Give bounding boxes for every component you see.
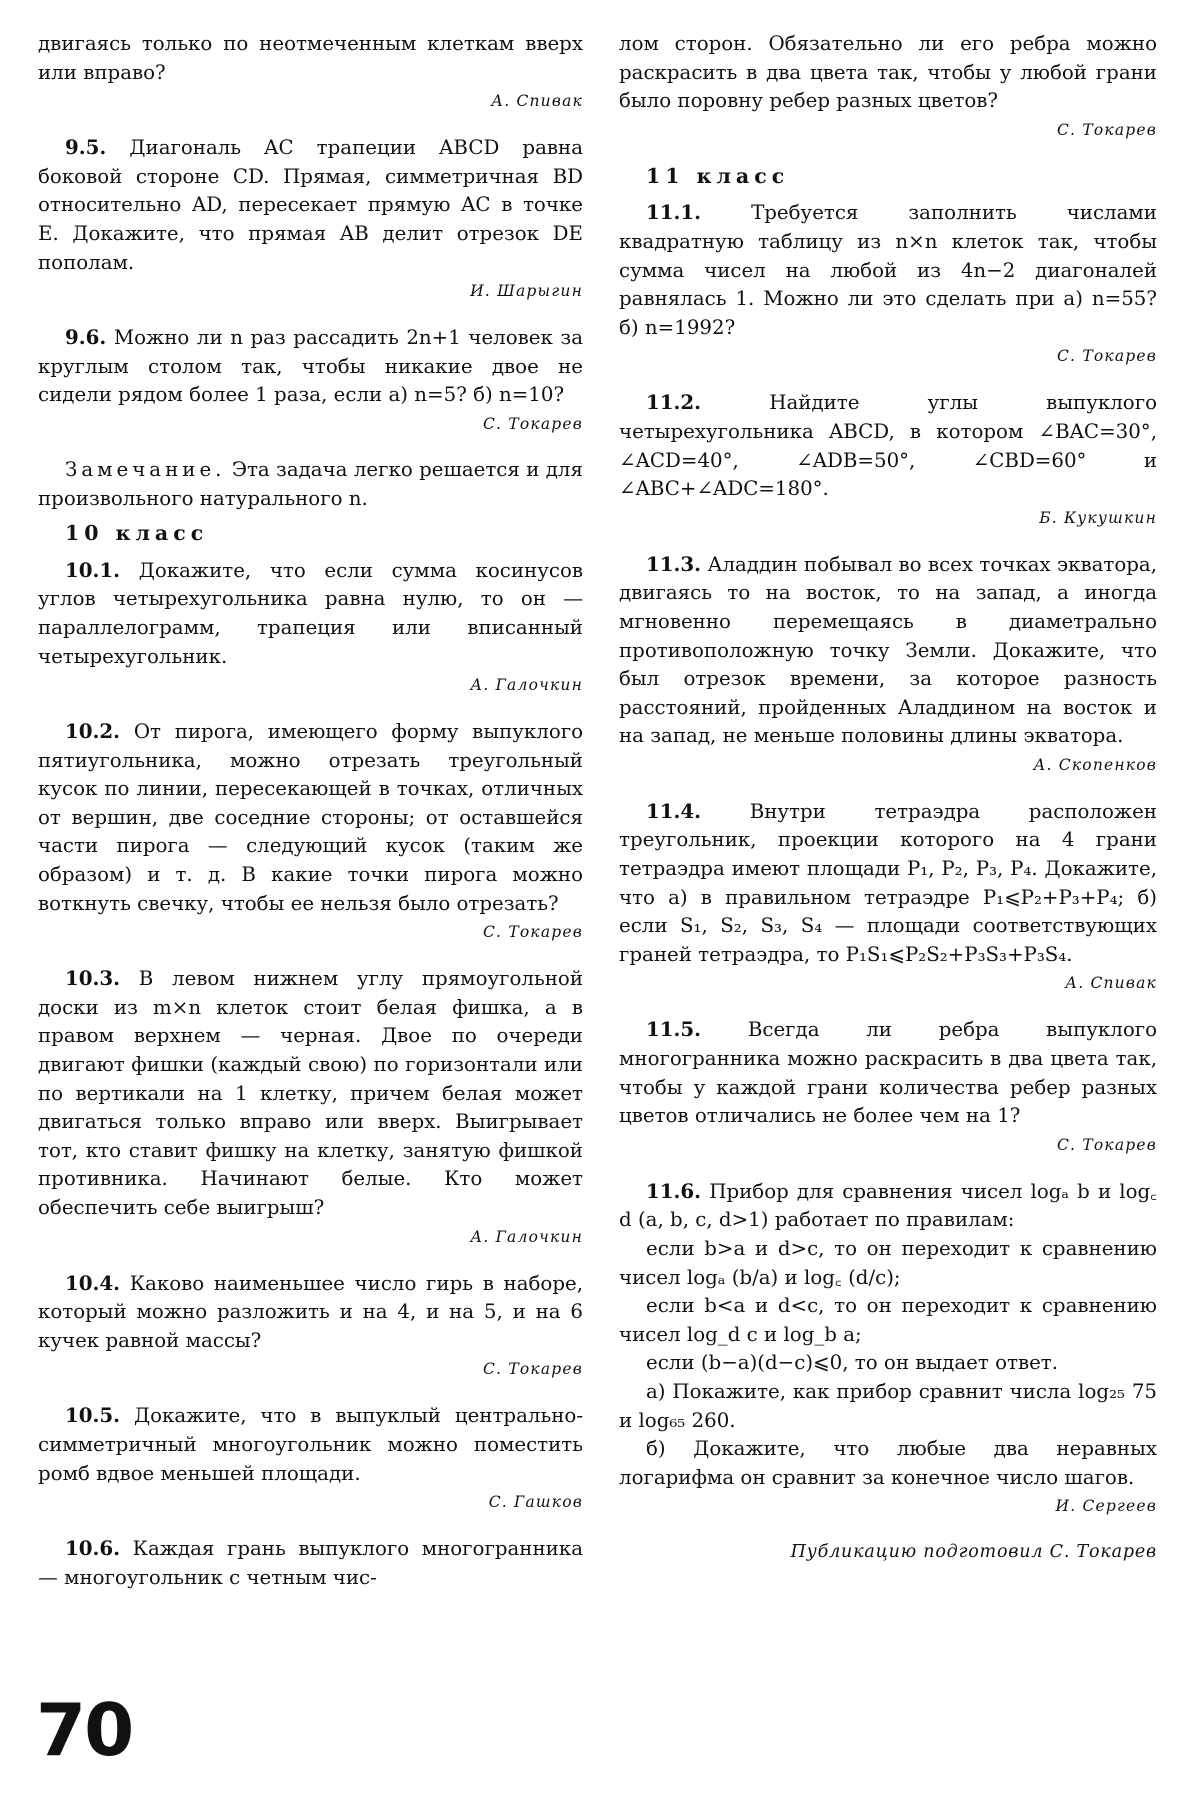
- problem-author: И. Сергеев: [1055, 1497, 1157, 1516]
- problem-10-2: [38, 717, 583, 918]
- rule-1: если b>a и d>c, то он переходит к сравнению чисел logₐ (b/a) и log꜀ (d/c);: [619, 1237, 1157, 1289]
- problem-11-3: [619, 550, 1157, 751]
- problem-number: 10.2.: [65, 719, 121, 744]
- problem-11-6: [619, 1177, 1157, 1235]
- problem-10-3: [38, 964, 583, 1222]
- subproblem-a: а) Покажите, как прибор сравнит числа log₂₅ 75 и log₆₅ 260.: [619, 1379, 1157, 1432]
- problem-11-1: [619, 198, 1157, 342]
- problem-text: Можно ли n раз рассадить 2n+1 человек за круглым столом так, чтобы никакие двое не сидели рядом более 1 раза, если а) n=5? б) n=10?: [38, 326, 583, 407]
- problem-text: Докажите, что в выпуклый центрально-симметричный многоугольник можно поместить ромб вдвое меньшей площади.: [38, 1404, 584, 1485]
- problem-text: Внутри тетраэдра расположен треугольник, проекции которого на 4 грани тетраэдра имеют площади P₁, P₂, P₃, P₄. Докажите, что а) в правильном тетраэдре P₁⩽P₂+P₃+P₄; б) если S₁, S₂, S₃, S₄ — площади соответствующих граней тетраэдра, то P₁S₁⩽P₂S₂+P₃S₃+P₃S₄.: [619, 799, 1157, 966]
- problem-text: Каково наименьшее число гирь в наборе, который можно разложить и на 4, и на 5, и на 6 кучек равной массы?: [38, 1271, 583, 1352]
- problem-number: 11.2.: [646, 390, 702, 415]
- problem-number: 11.5.: [646, 1017, 702, 1042]
- problem-number: 11.1.: [646, 200, 702, 225]
- problem-number: 10.4.: [65, 1270, 121, 1295]
- problem-number: 10.1.: [65, 557, 121, 582]
- problem-text: Требуется заполнить числами квадратную таблицу из n×n клеток так, чтобы сумма чисел на любой из 4n−2 диагоналей равнялась 1. Можно ли это сделать при а) n=55? б) n=1992?: [619, 201, 1157, 339]
- problem-number: 11.3.: [646, 551, 702, 576]
- page-number: 70: [36, 1688, 133, 1772]
- problem-11-2: [619, 388, 1157, 503]
- problem-10-4: [38, 1269, 583, 1356]
- problem-text: Каждая грань выпуклого многогранника — многоугольник с четным чис-: [38, 1537, 583, 1589]
- problem-author: С. Токарев: [1057, 120, 1157, 139]
- problem-10-6: [38, 1534, 583, 1592]
- problem-text: Диагональ AC трапеции ABCD равна боковой стороне CD. Прямая, симметричная BD относительно AD, пересекает прямую AC в точке E. Докажите, что прямая AB делит отрезок DE пополам.: [38, 136, 583, 274]
- remark: [38, 456, 583, 513]
- problem-text: От пирога, имеющего форму выпуклого пятиугольника, можно отрезать треугольный кусок по линии, пересекающей в точках, отличных от вершин, две соседние стороны; от оставшейся части пирога — следующий кусок (таким же образом) и т. д. В какие точки пирога можно воткнуть свечку, чтобы ее нельзя было отрезать?: [38, 720, 584, 915]
- problem-author: С. Токарев: [483, 923, 583, 942]
- problem-author: А. Скопенков: [1033, 755, 1157, 774]
- problem-number: 11.4.: [646, 798, 702, 823]
- remark-text: Эта задача легко решается и для произвольного натурального n.: [38, 457, 583, 510]
- problem-author: А. Галочкин: [470, 1227, 583, 1246]
- problem-9-5: [38, 133, 583, 277]
- problem-number: 10.3.: [65, 966, 121, 991]
- problem-text: Всегда ли ребра выпуклого многогранника можно раскрасить в два цвета так, чтобы у каждой грани количества ребер разных цветов отличались не более чем на 1?: [619, 1018, 1157, 1128]
- rule-3: если (b−a)(d−c)⩽0, то он выдает ответ.: [646, 1351, 1059, 1375]
- problem-text: Докажите, что если сумма косинусов углов четырехугольника равна нулю, то он — параллелограмм, трапеция или вписанный четырехугольник.: [38, 558, 583, 668]
- problem-number: 9.6.: [65, 325, 107, 350]
- problem-number: 10.6.: [65, 1536, 121, 1561]
- problem-author: С. Токарев: [1057, 347, 1157, 366]
- problem-author: И. Шарыгин: [470, 282, 583, 301]
- publication-credit: Публикацию подготовил С. Токарев: [790, 1542, 1157, 1563]
- problem-author: А. Галочкин: [470, 676, 583, 695]
- continued-problem-text: двигаясь только по неотмеченным клеткам вверх или вправо?: [38, 32, 583, 84]
- problem-author: С. Токарев: [1057, 1135, 1157, 1154]
- problem-number: 10.5.: [65, 1403, 121, 1428]
- problem-text: Прибор для сравнения чисел logₐ b и log꜀ d (a, b, c, d>1) работает по правилам:: [619, 1179, 1157, 1232]
- problem-author: А. Спивак: [491, 92, 583, 111]
- problem-10-5: [38, 1401, 583, 1488]
- grade-heading-10: 10 класс: [65, 521, 209, 546]
- left-column: [38, 30, 583, 1592]
- problem-11-4: [619, 797, 1157, 970]
- problem-number: 9.5.: [65, 135, 107, 160]
- problem-11-5: [619, 1015, 1157, 1130]
- problem-author: Б. Кукушкин: [1039, 508, 1157, 527]
- right-column: [619, 30, 1157, 1567]
- rule-2: если b<a и d<c, то он переходит к сравнению чисел log_d c и log_b a;: [619, 1294, 1157, 1346]
- problem-author: С. Токарев: [483, 1360, 583, 1379]
- problem-author: С. Токарев: [483, 414, 583, 433]
- problem-text: Аладдин побывал во всех точках экватора, двигаясь то на восток, то на запад, а иногда мгновенно перемещаясь в диаметрально противоположную точку Земли. Докажите, что был отрезок времени, за которое разность расстояний, пройденных Аладдином на восток и на запад, не меньше половины длины экватора.: [619, 552, 1157, 748]
- problem-number: 11.6.: [646, 1178, 702, 1203]
- problem-author: С. Гашков: [488, 1493, 583, 1512]
- problem-text: В левом нижнем углу прямоугольной доски из m×n клеток стоит белая фишка, а в правом верхнем — черная. Двое по очереди двигают фишки (каждый свою) по горизонтали или по вертикали на 1 клетку, причем белая может двигаться только вправо или вверх. Выигрывает тот, кто ставит фишку на клетку, занятую фишкой противника. Начинают белые. Кто может обеспечить себе выигрыш?: [38, 967, 583, 1219]
- problem-10-1: [38, 556, 583, 671]
- problem-author: А. Спивак: [1065, 974, 1157, 993]
- problem-9-6: [38, 323, 583, 410]
- remark-label: Замечание.: [65, 457, 226, 481]
- grade-heading-11: 11 класс: [646, 163, 790, 188]
- problem-text: Найдите углы выпуклого четырехугольника ABCD, в котором ∠BAC=30°, ∠ACD=40°, ∠ADB=50°, ∠CBD=60° и ∠ABC+∠ADC=180°.: [619, 391, 1157, 501]
- continued-problem-text: лом сторон. Обязательно ли его ребра можно раскрасить в два цвета так, чтобы у любой грани было поровну ребер разных цветов?: [619, 32, 1157, 113]
- subproblem-b: б) Докажите, что любые два неравных логарифма он сравнит за конечное число шагов.: [619, 1437, 1157, 1489]
